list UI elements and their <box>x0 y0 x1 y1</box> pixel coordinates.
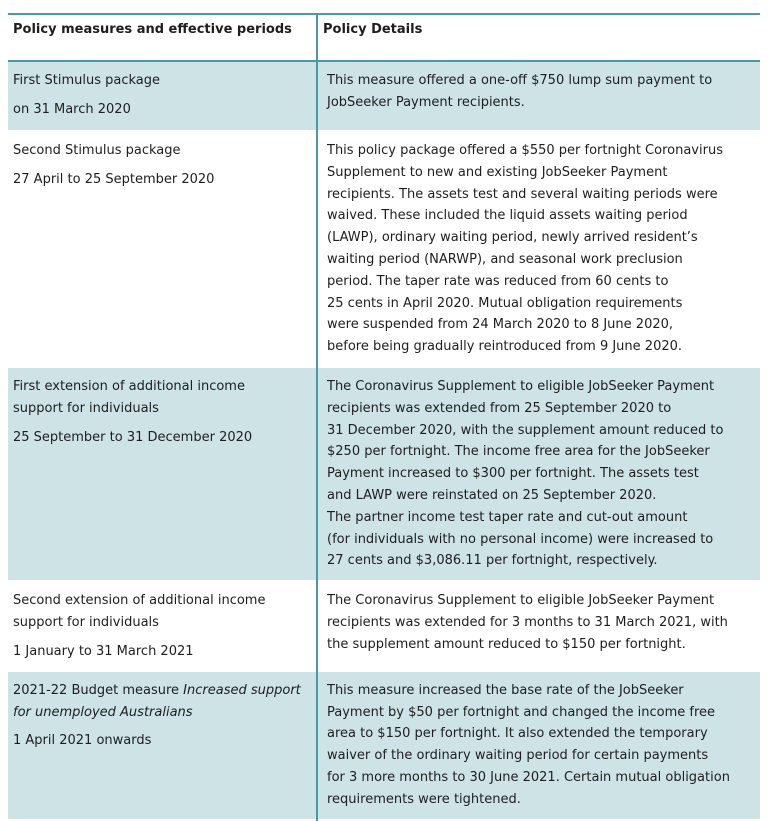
measure-name: Second Stimulus package <box>13 143 181 158</box>
table-row <box>8 367 760 581</box>
detail-line: The Coronavirus Supplement to eligible JobSeeker Payment <box>327 378 715 394</box>
details-cell <box>317 131 760 367</box>
detail-line: recipients was extended for 3 months to 31 March 2021, with <box>327 614 728 630</box>
table-body <box>8 61 760 820</box>
detail-line: 27 cents and $3,086.11 per fortnight, respectively. <box>327 553 658 569</box>
header-row <box>8 14 760 61</box>
measure-period: 25 September to 31 December 2020 <box>13 429 253 445</box>
detail-line: The Coronavirus Supplement to eligible JobSeeker Payment <box>327 593 715 609</box>
detail-line: Payment increased to $300 per fortnight. The assets test <box>327 466 699 482</box>
detail-line: (LAWP), ordinary waiting period, newly arrived resident’s <box>327 230 698 246</box>
measure-name <box>13 680 311 702</box>
detail-line: waived. These included the liquid assets waiting period <box>327 208 688 224</box>
detail-line: and LAWP were reinstated on 25 September 2020. <box>327 487 657 503</box>
detail-line: the supplement amount reduced to $150 per fortnight. <box>327 636 686 652</box>
measure-period: 27 April to 25 September 2020 <box>13 171 215 187</box>
measure-name-italic: for unemployed Australians <box>13 704 193 720</box>
measure-name: support for individuals <box>13 614 159 630</box>
detail-line: Supplement to new and existing JobSeeker Payment <box>327 164 668 180</box>
measure-cell <box>8 131 317 367</box>
measure-cell <box>8 367 317 581</box>
measure-cell <box>8 581 317 671</box>
measure-period: 1 January to 31 March 2021 <box>13 643 194 659</box>
detail-line: period. The taper rate was reduced from 60 cents to <box>327 273 669 289</box>
details-cell <box>317 671 760 820</box>
detail-line: This measure increased the base rate of the JobSeeker <box>327 682 684 698</box>
details-cell <box>317 61 760 131</box>
detail-line: JobSeeker Payment recipients. <box>327 94 525 110</box>
details-cell <box>317 367 760 581</box>
detail-line: The partner income test taper rate and cut-out amount <box>327 509 688 525</box>
detail-line: for 3 more months to 30 June 2021. Certain mutual obligation <box>327 769 730 785</box>
measure-name: First Stimulus package <box>13 73 160 88</box>
table-row <box>8 581 760 671</box>
detail-line: Payment by $50 per fortnight and changed the income free <box>327 704 716 720</box>
header-details: Policy Details <box>317 14 760 61</box>
header-measures: Policy measures and effective periods <box>8 14 317 61</box>
detail-line: before being gradually reintroduced from 9 June 2020. <box>327 339 683 355</box>
table-header <box>8 14 760 61</box>
measure-name: support for individuals <box>13 400 159 416</box>
measure-period: 1 April 2021 onwards <box>13 733 152 749</box>
detail-line: (for individuals with no personal income) were increased to <box>327 531 714 547</box>
measure-name-italic: Increased support <box>183 682 301 698</box>
detail-line: requirements were tightened. <box>327 791 521 807</box>
measure-cell <box>8 61 317 131</box>
table-row <box>8 61 760 131</box>
policy-table <box>8 13 760 821</box>
measure-name: Second extension of additional income <box>13 593 266 609</box>
detail-line: area to $150 per fortnight. It also extended the temporary <box>327 726 708 742</box>
detail-line: 25 cents in April 2020. Mutual obligation requirements <box>327 295 683 311</box>
table-row <box>8 671 760 820</box>
detail-line: $250 per fortnight. The income free area for the JobSeeker <box>327 444 710 460</box>
detail-line: 31 December 2020, with the supplement amount reduced to <box>327 422 724 438</box>
measure-cell <box>8 671 317 820</box>
measure-period: on 31 March 2020 <box>13 101 131 117</box>
details-cell <box>317 581 760 671</box>
measure-name-plain: 2021-22 Budget measure <box>13 682 184 698</box>
table-row <box>8 131 760 367</box>
detail-line: recipients was extended from 25 September 2020 to <box>327 400 672 416</box>
detail-line: waiver of the ordinary waiting period for certain payments <box>327 748 709 764</box>
detail-line: waiting period (NARWP), and seasonal work preclusion <box>327 251 683 267</box>
detail-line: This measure offered a one-off $750 lump sum payment to <box>327 73 713 88</box>
detail-line: This policy package offered a $550 per fortnight Coronavirus <box>327 143 723 158</box>
detail-line: recipients. The assets test and several waiting periods were <box>327 186 718 202</box>
detail-line: were suspended from 24 March 2020 to 8 June 2020, <box>327 317 674 333</box>
measure-name: First extension of additional income <box>13 378 245 394</box>
